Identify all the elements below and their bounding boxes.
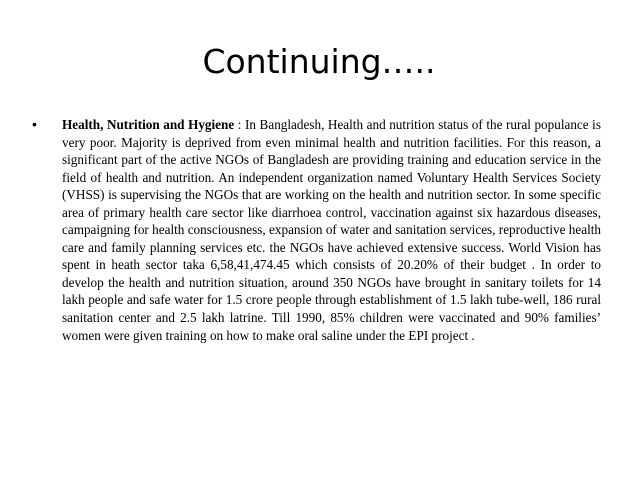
bullet-heading: Health, Nutrition and Hygiene bbox=[62, 117, 235, 132]
bullet-body: In Bangladesh, Health and nutrition status of the rural populance is very poor. Majority is deprived from even minimal health and nutrition facilities. For this reason, a significant part of the active NGOs of Bangladesh are providing training and education service in the field of health and nutrition. An independent organization named Voluntary Health Services Society (VHSS) is supervising the NGOs that are working on the health and nutrition sector. In some specific area of primary health care sector like diarrhoea control, vaccination against six hazardous diseases, campaigning for health consciousness, expansion of water and sanitation services, reproductive health care and family planning services etc. the NGOs have achieved extensive success. World Vision has spent in heath sector taka 6,58,41,474.45 which consists of 20.20% of their budget . In order to develop the health and nutrition situation, around 350 NGOs have brought in sanitary toilets for 14 lakh people and safe water for 1.5 crore people through establishment of 1.5 lakh tube-well, 186 rural sanitation center and 2.5 lakh latrine. Till 1990, 85% children were vaccinated and 90% families’ women were given training on how to make oral saline under the EPI project . bbox=[62, 117, 601, 343]
heading-separator: : bbox=[234, 117, 245, 132]
slide-title: Continuing….. bbox=[202, 42, 436, 81]
bullet-marker: • bbox=[32, 116, 37, 132]
bullet-paragraph bbox=[62, 116, 601, 344]
